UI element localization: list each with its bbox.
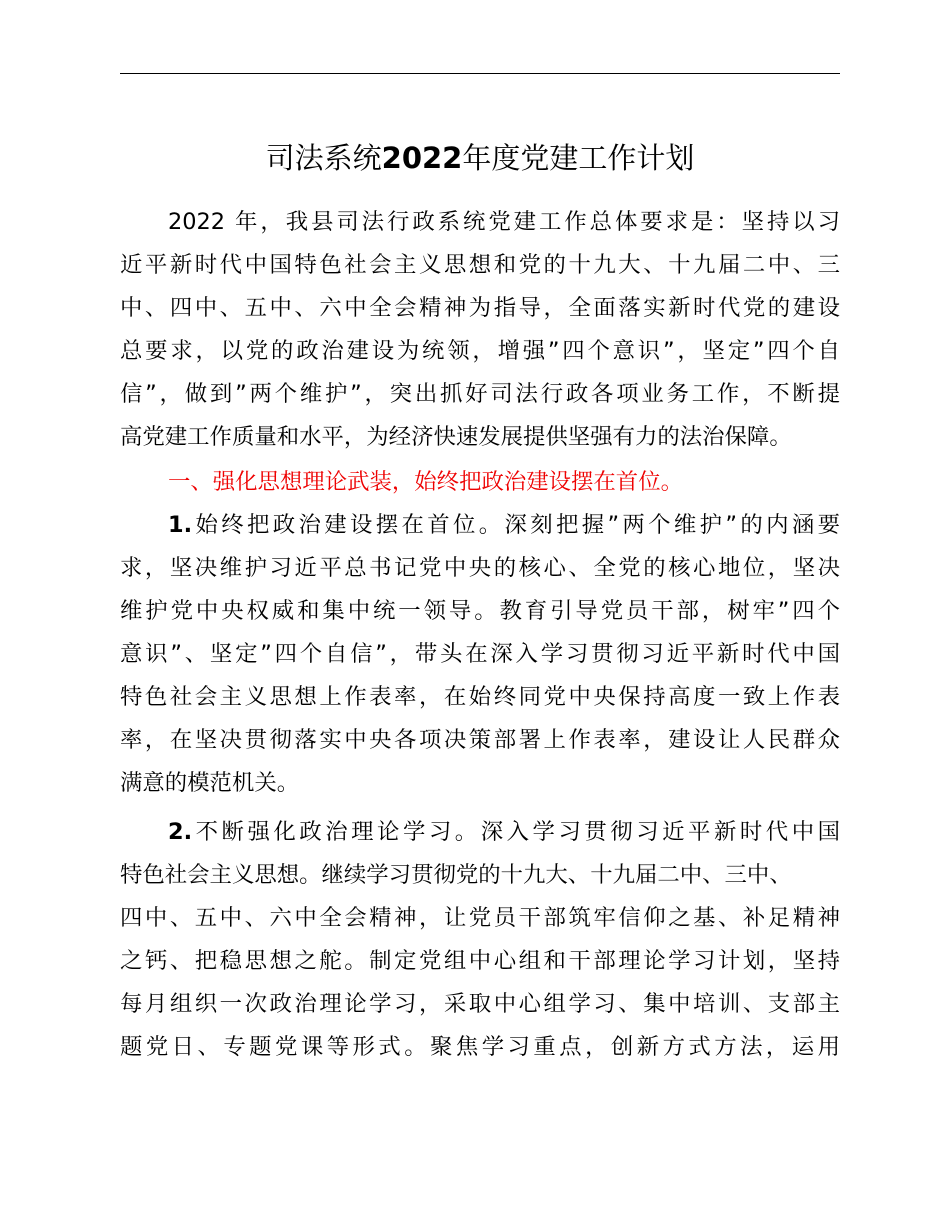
intro-line-5: 信”，做到”两个维护”，突出抓好司法行政各项业务工作，不断提	[120, 381, 840, 407]
intro-line-3: 中、四中、五中、六中全会精神为指导，全面落实新时代党的建设	[120, 295, 840, 321]
item-1-line-5: 特色社会主义思想上作表率，在始终同党中央保持高度一致上作表	[120, 684, 840, 710]
item-2-line-1	[120, 817, 840, 847]
header-rule	[120, 73, 840, 74]
item-1-line-7: 满意的模范机关。	[120, 770, 300, 796]
item-2-line-2: 特色社会主义思想。继续学习贯彻党的十九大、十九届二中、三中、	[120, 862, 792, 888]
item-1-line-1	[120, 510, 840, 540]
item-1-line-1-text: 始终把政治建设摆在首位。深刻把握”两个维护”的内涵要	[192, 512, 840, 538]
title-year: 2022	[381, 141, 463, 175]
item-2-line-1-text: 不断强化政治理论学习。深入学习贯彻习近平新时代中国	[192, 819, 840, 845]
item-1-line-2: 求，坚决维护习近平总书记党中央的核心、全党的核心地位，坚决	[120, 555, 840, 581]
item-2-line-3: 四中、五中、六中全会精神，让党员干部筑牢信仰之基、补足精神	[120, 905, 840, 931]
document-title	[120, 134, 840, 182]
intro-line-4: 总要求，以党的政治建设为统领，增强”四个意识”，坚定”四个自	[120, 338, 840, 364]
item-2-line-4: 之钙、把稳思想之舵。制定党组中心组和干部理论学习计划，坚持	[120, 948, 840, 974]
title-suffix: 年度党建工作计划	[462, 141, 695, 175]
title-prefix: 司法系统	[265, 141, 382, 175]
section-1-heading: 一、强化思想理论武装，始终把政治建设摆在首位。	[168, 469, 683, 495]
item-1-number: 1.	[168, 512, 193, 538]
item-2-line-5: 每月组织一次政治理论学习，采取中心组学习、集中培训、支部主	[120, 991, 840, 1017]
item-1-line-3: 维护党中央权威和集中统一领导。教育引导党员干部，树牢”四个	[120, 598, 840, 624]
intro-line-6: 高党建工作质量和水平，为经济快速发展提供坚强有力的法治保障。	[120, 424, 792, 450]
item-2-number: 2.	[168, 819, 193, 845]
item-1-line-6: 率，在坚决贯彻落实中央各项决策部署上作表率，建设让人民群众	[120, 727, 840, 753]
item-2-line-6: 题党日、专题党课等形式。聚焦学习重点，创新方式方法，运用	[120, 1034, 840, 1060]
intro-line-1: 2022 年，我县司法行政系统党建工作总体要求是：坚持以习	[168, 209, 840, 235]
intro-line-2: 近平新时代中国特色社会主义思想和党的十九大、十九届二中、三	[120, 252, 840, 278]
item-1-line-4: 意识”、坚定”四个自信”，带头在深入学习贯彻习近平新时代中国	[120, 641, 840, 667]
